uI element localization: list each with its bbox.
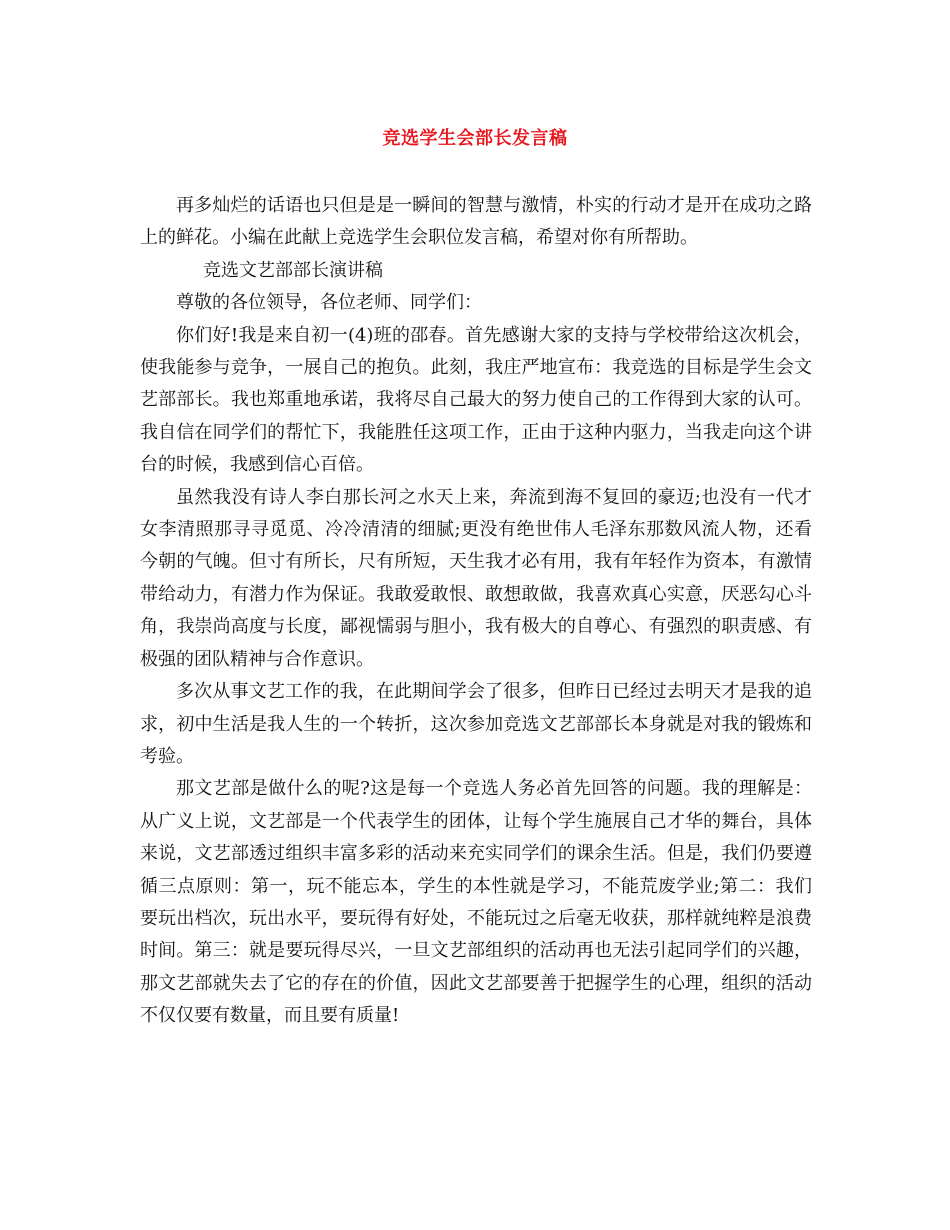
body-paragraph: 虽然我没有诗人李白那长河之水天上来，奔流到海不复回的豪迈;也没有一代才女李清照那寻寻觅觅、冷冷清清的细腻;更没有绝世伟人毛泽东那数风流人物，还看今朝的气魄。但寸有所长，尺有所短，天生我才必有用，我有年轻作为资本，有激情带给动力，有潜力作为保证。我敢爱敢恨、敢想敢做，我喜欢真心实意，厌恶勾心斗角，我崇尚高度与长度，鄙视懦弱与胆小，我有极大的自尊心、有强烈的职责感、有极强的团队精神与合作意识。 (140, 486, 812, 670)
intro-paragraph: 再多灿烂的话语也只但是是一瞬间的智慧与激情，朴实的行动才是开在成功之路上的鲜花。小编在此献上竞选学生会职位发言稿，希望对你有所帮助。 (140, 195, 812, 249)
document-body (140, 190, 812, 1033)
salutation: 尊敬的各位领导，各位老师、同学们： (176, 292, 482, 314)
body-paragraph: 那文艺部是做什么的呢?这是每一个竞选人务必首先回答的问题。我的理解是：从广义上说，文艺部是一个代表学生的团体，让每个学生施展自己才华的舞台，具体来说，文艺部透过组织丰富多彩的活动来充实同学们的课余生活。但是，我们仍要遵循三点原则：第一，玩不能忘本，学生的本性就是学习，不能荒废学业;第二：我们要玩出档次，玩出水平，要玩得有好处，不能玩过之后毫无收获，那样就纯粹是浪费时间。第三：就是要玩得尽兴，一旦文艺部组织的活动再也无法引起同学们的兴趣，那文艺部就失去了它的存在的价值，因此文艺部要善于把握学生的心理，组织的活动不仅仅要有数量，而且要有质量! (140, 778, 812, 1027)
body-paragraph: 你们好!我是来自初一(4)班的邵春。首先感谢大家的支持与学校带给这次机会，使我能参与竞争，一展自己的抱负。此刻，我庄严地宣布：我竞选的目标是学生会文艺部部长。我也郑重地承诺，我将尽自己最大的努力使自己的工作得到大家的认可。我自信在同学们的帮忙下，我能胜任这项工作，正由于这种内驱力，当我走向这个讲台的时候，我感到信心百倍。 (140, 324, 812, 476)
speech-subtitle: 竞选文艺部部长演讲稿 (203, 259, 383, 281)
body-paragraph: 多次从事文艺工作的我，在此期间学会了很多，但昨日已经过去明天才是我的追求，初中生活是我人生的一个转折，这次参加竞选文艺部部长本身就是对我的锻炼和考验。 (140, 681, 812, 767)
document-title: 竞选学生会部长发言稿 (382, 128, 568, 149)
